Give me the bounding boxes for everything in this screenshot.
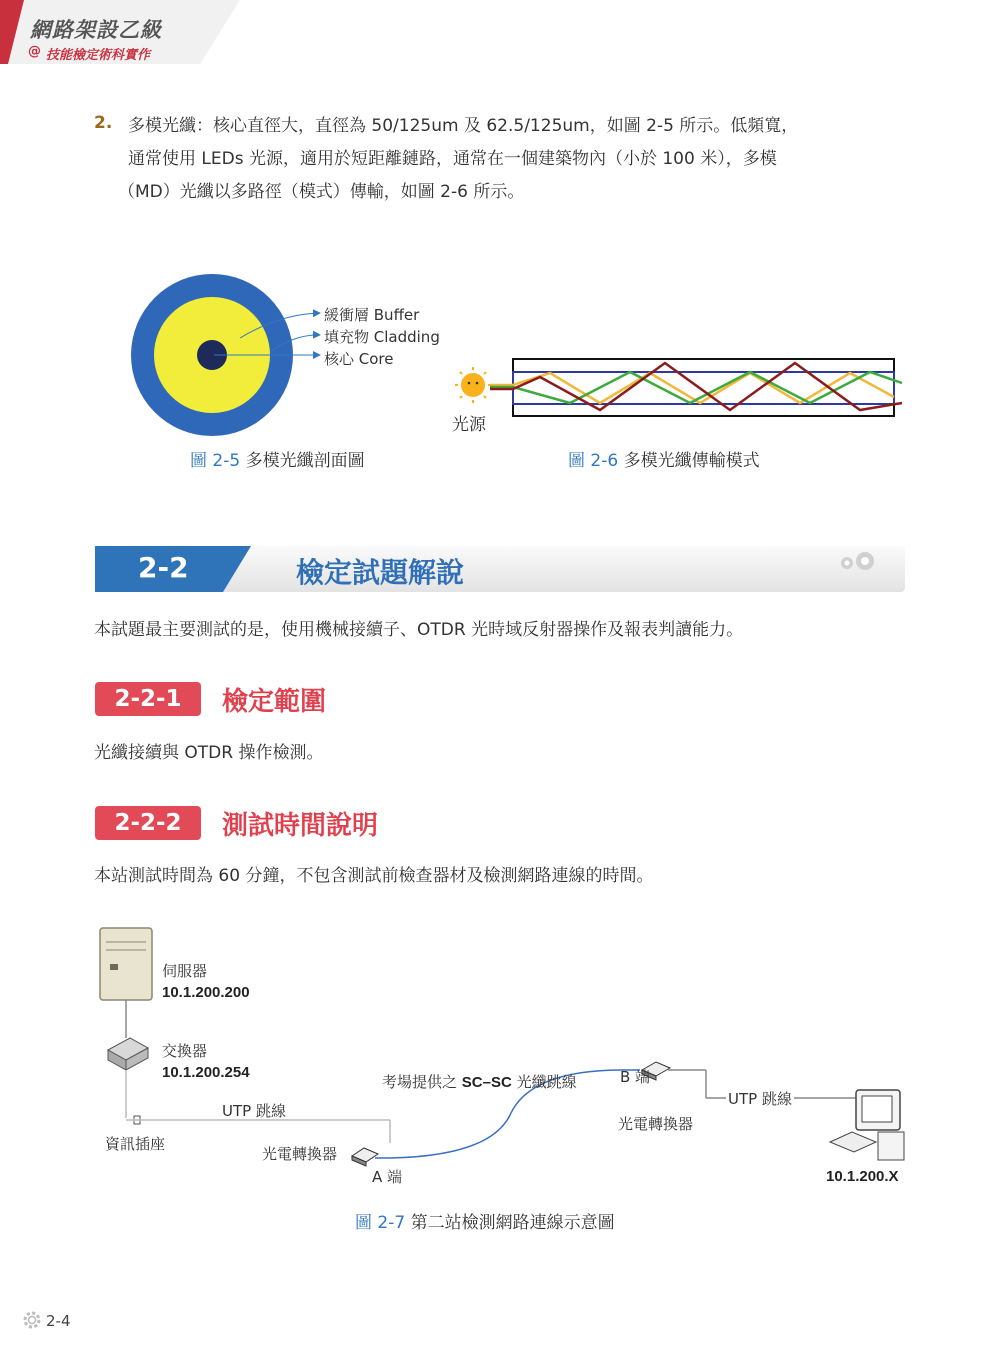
- figure-caption-text: 第二站檢測網路連線示意圖: [405, 1213, 615, 1233]
- fiber-label-core: 核心 Core: [324, 350, 394, 368]
- network-diagram: [90, 920, 920, 1200]
- figure-caption-text: 多模光纖剖面圖: [240, 451, 365, 471]
- section-intro: 本試題最主要測試的是，使用機械接續子、OTDR 光時域反射器操作及報表判讀能力。: [94, 620, 744, 640]
- converter-b-label: 光電轉換器: [618, 1115, 694, 1133]
- end-a-label: A 端: [372, 1168, 403, 1186]
- book-title: 網路架設乙級: [30, 18, 162, 42]
- paragraph-line: 通常使用 LEDs 光源，適用於短距離鏈路，通常在一個建築物內（小於 100 米），多模: [128, 149, 777, 169]
- media-converter-a-icon: [352, 1148, 378, 1166]
- end-b-label: B 端: [620, 1068, 651, 1086]
- fiber-patch-label: [382, 1071, 577, 1092]
- fiber-label-cladding: 填充物 Cladding: [324, 328, 440, 346]
- at-icon: @: [28, 44, 41, 59]
- fiber-prefix: 考場提供之: [382, 1073, 462, 1091]
- subsection-text: 本站測試時間為 60 分鐘，不包含測試前檢查器材及檢測網路連線的時間。: [94, 866, 654, 886]
- light-source-label: 光源: [452, 415, 486, 435]
- paragraph-line: 多模光纖：核心直徑大，直徑為 50/125um 及 62.5/125um，如圖 2-5 所示。低頻寬，: [128, 116, 799, 136]
- list-number: 2.: [94, 113, 113, 133]
- figure-number: 圖 2-5: [190, 451, 241, 471]
- subsection-number: 2-2-2: [95, 806, 201, 840]
- figure-caption: [190, 446, 365, 471]
- figure-number: 圖 2-6: [568, 451, 619, 471]
- switch-label: 交換器: [162, 1042, 208, 1060]
- gear-icon: [22, 1310, 42, 1330]
- server-ip: 10.1.200.200: [162, 984, 250, 1001]
- subsection-title: 檢定範圍: [222, 687, 327, 717]
- pc-ip: 10.1.200.X: [826, 1168, 899, 1185]
- book-subtitle: 技能檢定術科實作: [46, 48, 151, 63]
- computer-icon: [830, 1090, 904, 1160]
- server-icon: [100, 928, 152, 1000]
- figure-number: 圖 2-7: [355, 1213, 406, 1233]
- figure-caption-text: 多模光纖傳輸模式: [618, 451, 760, 471]
- server-label: 伺服器: [162, 962, 208, 980]
- switch-icon: [108, 1038, 148, 1070]
- multimode-transmission-diagram: [450, 355, 910, 425]
- page-number: 2-4: [46, 1312, 71, 1330]
- fiber-label-buffer: 緩衝層 Buffer: [324, 306, 420, 324]
- section-title: 檢定試題解說: [296, 556, 465, 589]
- fiber-label-arrows: [210, 300, 325, 370]
- utp-right-label: UTP 跳線: [728, 1090, 792, 1108]
- subsection-text: 光纖接續與 OTDR 操作檢測。: [94, 743, 324, 763]
- outlet-label: 資訊插座: [105, 1135, 166, 1153]
- converter-a-label: 光電轉換器: [262, 1145, 338, 1163]
- subsection-title: 測試時間說明: [222, 811, 379, 841]
- figure-caption: [568, 446, 760, 471]
- subsection-number: 2-2-1: [95, 682, 201, 716]
- fiber-suffix: 光纖跳線: [511, 1073, 577, 1091]
- section-number: 2-2: [138, 551, 189, 584]
- figure-caption: [355, 1208, 615, 1233]
- paragraph-line: （MD）光纖以多路徑（模式）傳輸，如圖 2-6 所示。: [118, 182, 525, 202]
- utp-left-label: UTP 跳線: [222, 1102, 286, 1120]
- switch-ip: 10.1.200.254: [162, 1064, 250, 1081]
- sun-icon: [455, 367, 491, 403]
- section-header-bar: [95, 546, 905, 592]
- fiber-type: SC–SC: [461, 1074, 512, 1091]
